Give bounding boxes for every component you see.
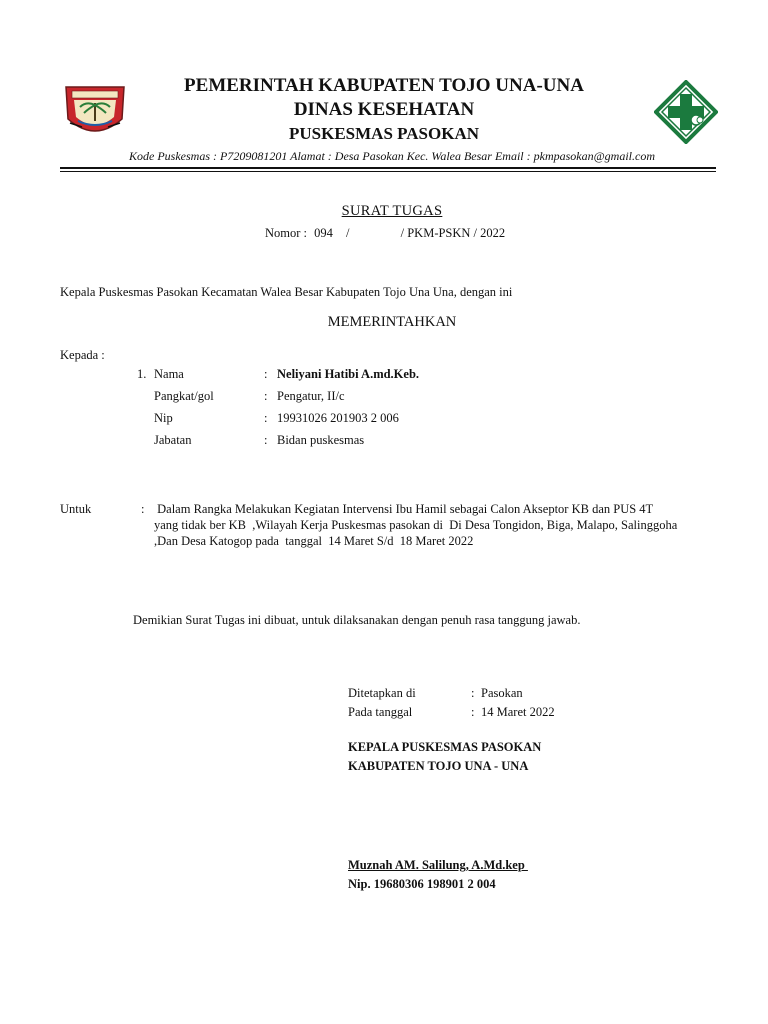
person-nip-label: Nip [154,411,173,425]
document-number [265,226,505,241]
person-nip-value: 19931026 201903 2 006 [277,411,399,425]
header-department: DINAS KESEHATAN [293,99,475,120]
colon: : [264,433,268,447]
colon: : [471,686,475,700]
nomor-number: 094 [314,226,333,240]
untuk-line-1: Dalam Rangka Melakukan Kegiatan Intervensi Ibu Hamil sebagai Calon Akseptor KB dan PUS 4T [154,502,654,516]
person-position-value: Bidan puskesmas [277,433,365,447]
colon: : [264,367,268,381]
place-value: Pasokan [481,686,523,700]
header-address: Kode Puskesmas : P7209081201 Alamat : Desa Pasokan Kec. Walea Besar Email : pkmpasokan@gmail.com [129,149,655,163]
person-position-label: Jabatan [154,433,192,447]
memerintahkan-heading: MEMERINTAHKAN [327,314,457,330]
person-rank-label: Pangkat/gol [154,389,214,403]
untuk-line-2: yang tidak ber KB ,Wilayah Kerja Puskesmas pasokan di Di Desa Tongidon, Biga, Malapo, Salinggoha [154,518,678,532]
person-name-label: Nama [154,367,184,381]
header-puskesmas: PUSKESMAS PASOKAN [288,124,479,143]
person-rank-value: Pengatur, II/c [277,389,345,403]
place-label: Ditetapkan di [348,686,416,700]
signer-name: Muznah AM. Salilung, A.Md.kep [348,858,528,872]
document-title: SURAT TUGAS [341,203,443,219]
office-line-1: KEPALA PUSKESMAS PASOKAN [348,740,542,754]
nomor-label: Nomor : [265,226,308,240]
header-rule-thin [60,171,716,172]
header-rule-thick [60,167,716,169]
person-index: 1. [137,367,147,381]
nomor-suffix: / PKM-PSKN / 2022 [400,226,506,240]
signer-nip: Nip. 19680306 198901 2 004 [348,877,496,891]
intro-text: Kepala Puskesmas Pasokan Kecamatan Walea Besar Kabupaten Tojo Una Una, dengan ini [60,285,513,299]
untuk-label: Untuk [60,502,92,516]
date-value: 14 Maret 2022 [481,705,555,719]
untuk-line-3: ,Dan Desa Katogop pada tanggal 14 Maret S/d 18 Maret 2022 [154,534,474,548]
closing-text: Demikian Surat Tugas ini dibuat, untuk dilaksanakan dengan penuh rasa tanggung jawab. [133,613,581,627]
header-government: PEMERINTAH KABUPATEN TOJO UNA-UNA [184,75,584,96]
kepada-label: Kepada : [60,348,105,362]
colon: : [471,705,475,719]
colon: : [264,411,268,425]
office-line-2: KABUPATEN TOJO UNA - UNA [348,759,529,773]
nomor-slash: / [346,226,350,240]
date-label: Pada tanggal [348,705,413,719]
person-name-value: Neliyani Hatibi A.md.Keb. [277,367,420,381]
colon: : [141,502,145,516]
colon: : [264,389,268,403]
